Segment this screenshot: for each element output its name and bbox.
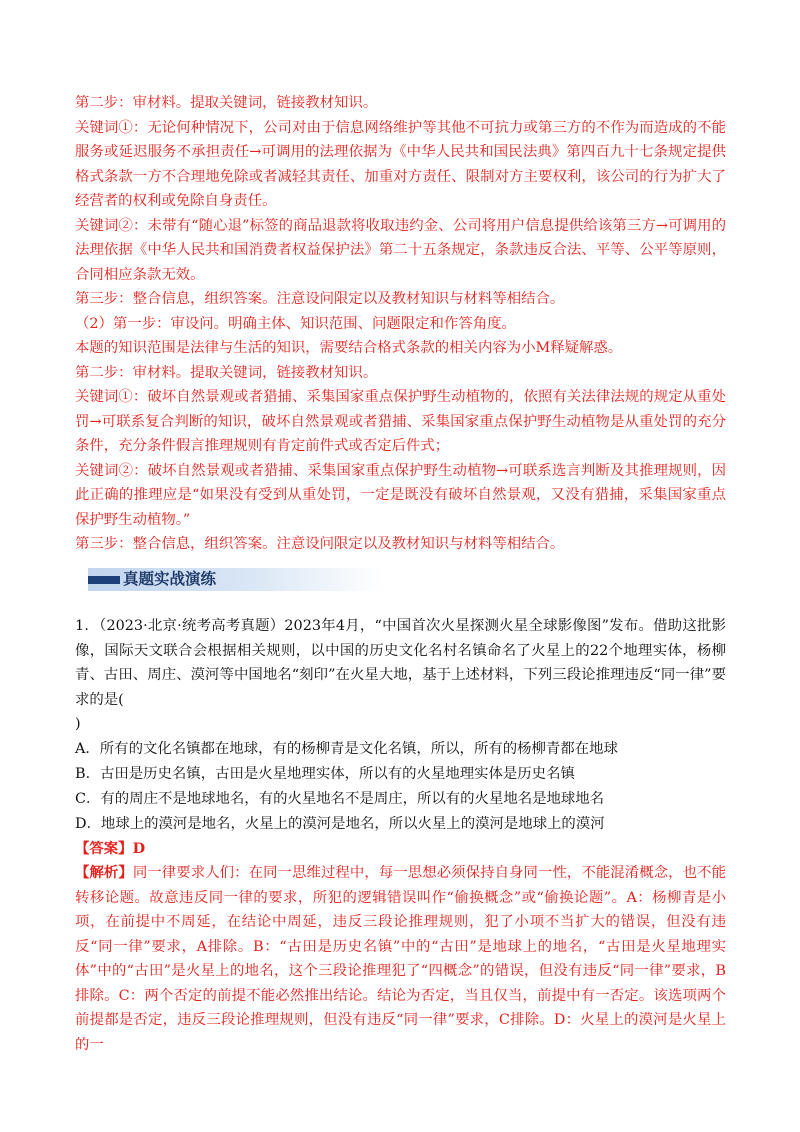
answer-line: 【答案】D — [75, 839, 146, 857]
step-paragraph: 第二步：审材料。提取关键词，链接教材知识。 — [75, 364, 378, 381]
scope-paragraph: 本题的知识范围是法律与生活的知识，需要结合格式条款的相关内容为小M释疑解惑。 — [75, 340, 623, 356]
banner-title: 真题实战演练 — [123, 570, 217, 588]
option-d: D．地球上的漠河是地名，火星上的漠河是地名，所以火星上的漠河是地球上的漠河 — [75, 815, 605, 832]
option-b: B．古田是历史名镇，古田是火星地理实体，所以有的火星地理实体是历史名镇 — [75, 765, 575, 782]
analysis-label: 【解析】 — [75, 864, 133, 881]
question-stem: 1．（2023·北京·统考高考真题）2023年4月，“中国首次火星探测火星全球影像图”发布。借助这批影像，国际天文联合会根据相关规则，以中国的历史文化名村名镇命名了火星上的22个地理实体，杨柳青、古田、周庄、漠河等中国地名“刻印”在火星大地，基于上述材料，下列三段论推理违反“同一律”要求的是( — [75, 618, 726, 708]
step-paragraph: （2）第一步：审设问。明确主体、知识范围、问题限定和作答角度。 — [75, 315, 516, 332]
keyword-paragraph: 关键词②：破坏自然景观或者猎捕、采集国家重点保护野生动植物→可联系选言判断及其推理规则，因此正确的推理应是“如果没有受到从重处罚，一定是既没有破坏自然景观，又没有猎捕，采集国家重点保护野生动植物。” — [75, 462, 726, 528]
question-stem-end: ) — [75, 716, 81, 732]
banner-bar-decoration — [88, 576, 120, 584]
keyword-paragraph: 关键词①：破坏自然景观或者猎捕、采集国家重点保护野生动植物的，依照有关法律法规的规定从重处罚→可联系复合判断的知识，破坏自然景观或者猎捕、采集国家重点保护野生动植物是从重处罚的充分条件，充分条件假言推理规则有肯定前件式或否定后件式； — [75, 389, 726, 454]
section-banner — [88, 568, 383, 591]
keyword-paragraph: 关键词②：未带有“随心退”标签的商品退款将收取违约金、公司将用户信息提供给该第三方→可调用的法理依据《中华人民共和国消费者权益保护法》第二十五条规定，条款违反合法、平等、公平等原则，合同相应条款无效。 — [75, 217, 726, 283]
analysis-paragraph — [75, 861, 726, 1057]
analysis-text: 同一律要求人们：在同一思维过程中，每一思想必须保持自身同一性，不能混淆概念，也不能转移论题。故意违反同一律的要求，所犯的逻辑错误叫作“偷换概念”或“偷换论题”。A：杨柳青是小项，在前提中不周延，在结论中周延，违反三段论推理规则，犯了小项不当扩大的错误，但没有违反“同一律”要求，A排除。B：“古田是历史名镇”中的“古田”是地球上的地名，“古田是火星地理实体”中的“古田”是火星上的地名，这个三段论推理犯了“四概念”的错误，但没有违反“同一律”要求，B排除。C：两个否定的前提不能必然推出结论。结论为否定，当且仅当，前提中有一否定。该选项两个前提都是否定，违反三段论推理规则，但没有违反“同一律”要求，C排除。D：火星上的漠河是火星上的一 — [75, 865, 727, 1053]
option-a: A．所有的文化名镇都在地球，有的杨柳青是文化名镇，所以，所有的杨柳青都在地球 — [75, 740, 618, 757]
solution-steps-section — [75, 91, 726, 557]
question-section — [75, 614, 726, 1057]
step-paragraph: 第三步：整合信息，组织答案。注意设问限定以及教材知识与材料等相结合。 — [75, 291, 565, 307]
keyword-paragraph: 关键词①：无论何种情况下，公司对由于信息网络维护等其他不可抗力或第三方的不作为而造成的不能服务或延迟服务不承担责任→可调用的法理依据为《中华人民共和国民法典》第四百九十七条规定提供格式条款一方不合理地免除或者减轻其责任、加重对方责任、限制对方主要权利，该公司的行为扩大了经营者的权利或免除自身责任。 — [75, 119, 726, 209]
option-c: C．有的周庄不是地球地名，有的火星地名不是周庄，所以有的火星地名是地球地名 — [75, 790, 605, 807]
step-paragraph: 第二步：审材料。提取关键词，链接教材知识。 — [75, 95, 378, 111]
step-paragraph: 第三步：整合信息，组织答案。注意设问限定以及教材知识与材料等相结合。 — [75, 536, 565, 552]
